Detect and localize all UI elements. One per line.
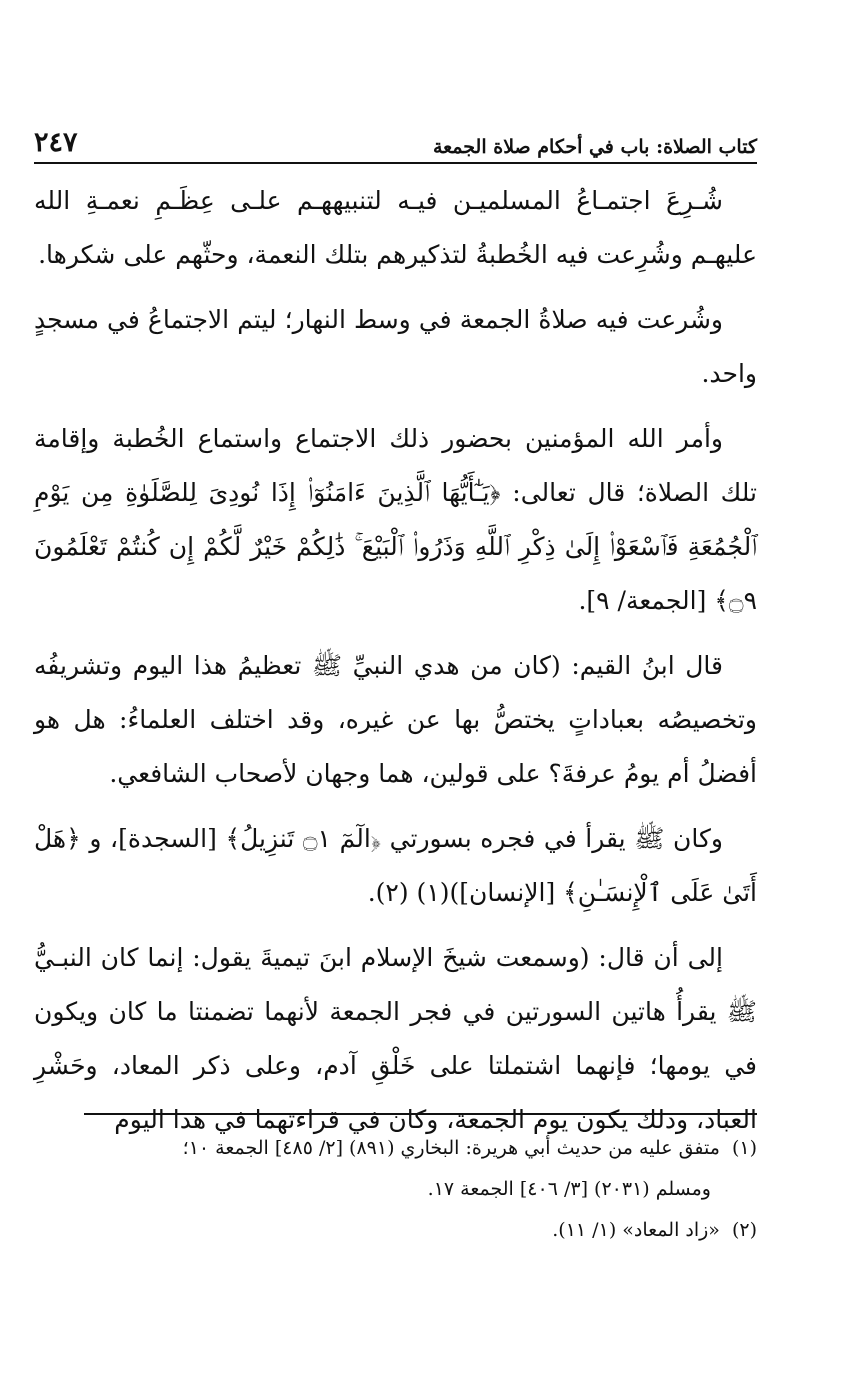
paragraph: وشُرعت فيه صلاةُ الجمعة في وسط النهار؛ ليتم الاجتماعُ في مسجدٍ واحد. [34,305,757,388]
footnote-number: (١) [731,1137,757,1159]
footnotes [34,1128,757,1251]
page-header [34,118,757,158]
page-number: ٢٤٧ [34,127,78,158]
header-divider [34,162,757,164]
footnote-text: «زاد المعاد» (١/ ١١). [552,1219,720,1241]
paragraph: قال ابنُ القيم: (كان من هدي النبيِّ ﷺ تعظيمُ هذا اليوم وتشريفُه وتخصيصُه بعباداتٍ يختصُّ بها عن غيره، وقد اختلف العلماءُ: هل هو أفضلُ أم يومُ عرفةَ؟ على قولين، هما وجهان لأصحاب الشافعي. [34,651,757,788]
footnote [34,1210,757,1251]
footnote-continuation: ومسلم (٢٠٣١) [٣/ ٤٠٦] الجمعة ١٧. [427,1178,711,1200]
footnote [34,1128,757,1169]
paragraph: إلى أن قال: (وسمعت شيخَ الإسلام ابنَ تيميةَ يقول: إنما كان النبـيُّ ﷺ يقرأُ هاتين السورتين في فجر الجمعة لأنهما تضمنتا ما كان ويكون في يومها؛ فإنهما اشتملتا على خَلْقِ آدم، وعلى ذكر المعاد، وحَشْرِ العباد، وذلك يكون يوم الجمعة، وكان في قراءتهما في هذا اليوم [34,943,757,1134]
paragraph: وكان ﷺ يقرأ في فجره بسورتي ﴿الٓمٓ ۝١ تَنزِيلُ﴾ [السجدة]، و ﴿هَلْ أَتَىٰ عَلَى ٱلْإِنسَـٰنِ﴾ [الإنسان])(١) (٢). [34,824,757,907]
paragraph: شُـرِعَ اجتمـاعُ المسلميـن فيـه لتنبيههـم علـى عِظَـمِ نعمـةِ الله عليهـم وشُرِعت فيه الخُطبةُ لتذكيرهم بتلك النعمة، وحثّهم على شكرها. [34,186,757,269]
running-title: كتاب الصلاة: باب في أحكام صلاة الجمعة [432,136,757,158]
paragraph: وأمر الله المؤمنين بحضور ذلك الاجتماع واستماع الخُطبة وإقامة تلك الصلاة؛ قال تعالى: ﴿يَـٰٓأَيُّهَا ٱلَّذِينَ ءَامَنُوٓا۟ إِذَا نُودِىَ لِلصَّلَوٰةِ مِن يَوْمِ ٱلْجُمُعَةِ فَٱسْعَوْا۟ إِلَىٰ ذِكْرِ ٱللَّهِ وَذَرُوا۟ ٱلْبَيْعَ ۚ ذَٰلِكُمْ خَيْرٌ لَّكُمْ إِن كُنتُمْ تَعْلَمُونَ ۝٩﴾ [الجمعة/ ٩]. [34,424,757,615]
footnote-number: (٢) [731,1219,757,1241]
footnote-text: متفق عليه من حديث أبي هريرة: البخاري (٨٩١) [٢/ ٤٨٥] الجمعة ١٠؛ [182,1137,720,1159]
main-text [34,174,757,1158]
footnote-divider [84,1113,757,1115]
